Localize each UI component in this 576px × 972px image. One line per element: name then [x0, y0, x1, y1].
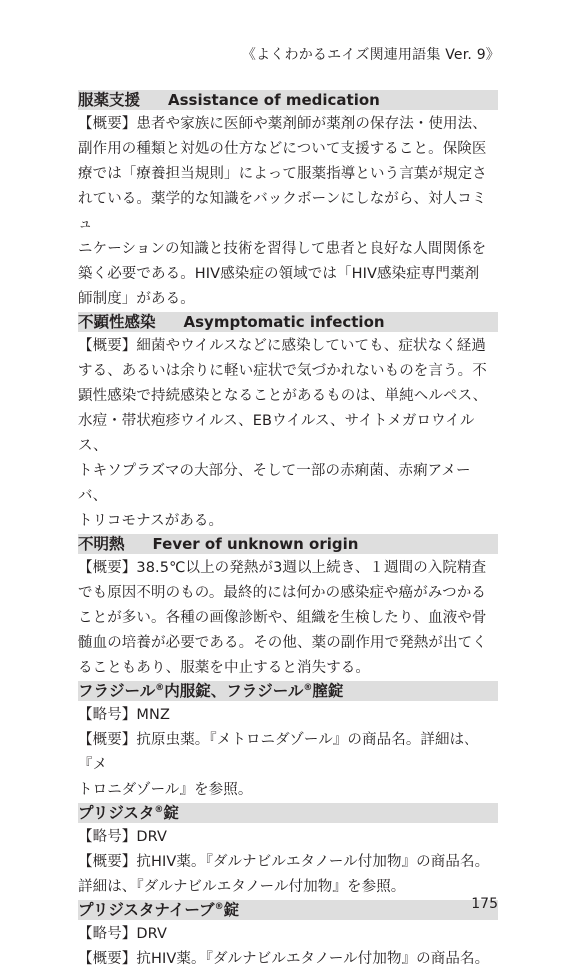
term-heading-bar	[78, 534, 498, 554]
term-name-part: プリジスタナイーブ	[78, 901, 215, 919]
text-line: 【概要】細菌やウイルスなどに感染していても、症状なく経過	[78, 338, 486, 354]
term-heading-bar	[78, 681, 498, 701]
text-line: 顕性感染で持続感染となることがあるものは、単純ヘルペス、	[78, 388, 488, 404]
term-japanese	[78, 901, 239, 919]
term-english: Assistance of medication	[168, 91, 380, 109]
term-description	[78, 556, 498, 681]
term-description	[78, 922, 498, 972]
registered-mark: ®	[155, 683, 165, 693]
text-line: 【略号】MNZ	[78, 707, 170, 723]
text-line: 【概要】38.5℃以上の発熱が3週以上続き、１週間の入院精査	[78, 560, 487, 576]
text-line: 【概要】患者や家族に医師や薬剤師が薬剤の保存法・使用法、	[78, 116, 487, 132]
text-line: ニケーションの知識と技術を習得して患者と良好な人間関係を	[78, 241, 487, 257]
term-japanese: 服薬支援	[78, 91, 141, 109]
term-heading-bar	[78, 90, 498, 110]
term-japanese	[78, 682, 343, 700]
term-name-part: 錠	[163, 804, 179, 822]
text-line: 水痘・帯状疱疹ウイルス、EBウイルス、サイトメガロウイルス、	[78, 413, 475, 454]
text-line: でも原因不明のもの。最終的には何かの感染症や癌がみつかる	[78, 585, 486, 601]
glossary-entry	[78, 90, 498, 312]
registered-mark: ®	[154, 805, 164, 815]
glossary-entry	[78, 803, 498, 900]
text-line: 【概要】抗HIV薬。『ダルナビルエタノール付加物』の商品名。	[78, 951, 490, 967]
text-line: ことが多い。各種の画像診断や、組織を生検したり、血液や骨	[78, 610, 487, 626]
term-description	[78, 112, 498, 312]
term-name-part: 錠	[223, 901, 240, 919]
text-line: 髄血の培養が必要である。その他、薬の副作用で発熱が出てく	[78, 635, 487, 651]
text-line: する、あるいは余りに軽い症状で気づかれないものを言う。不	[78, 363, 487, 379]
term-english: Fever of unknown origin	[152, 535, 359, 553]
text-line: 【概要】抗HIV薬。『ダルナビルエタノール付加物』の商品名。	[78, 854, 490, 870]
term-japanese: 不明熱	[78, 535, 125, 553]
text-line: 師制度」がある。	[78, 291, 195, 307]
glossary-entry	[78, 681, 498, 803]
text-line: トキソプラズマの大部分、そして一部の赤痢菌、赤痢アメーバ、	[78, 463, 471, 504]
term-english: Asymptomatic infection	[183, 313, 385, 331]
text-line: ることもあり、服薬を中止すると消失する。	[78, 660, 370, 676]
glossary-entry	[78, 534, 498, 681]
glossary-content	[78, 90, 498, 972]
registered-mark: ®	[303, 683, 313, 693]
text-line: 【概要】抗原虫薬。『メトロニダゾール』の商品名。詳細は､『メ	[78, 732, 472, 773]
term-name-part: フラジール	[78, 682, 156, 700]
term-heading-bar	[78, 900, 498, 920]
text-line: トロニダゾール』を参照。	[78, 782, 253, 798]
term-japanese	[78, 804, 179, 822]
term-heading-bar	[78, 312, 498, 332]
text-line: 療では「療養担当規則」によって服薬指導という言葉が規定さ	[78, 166, 487, 182]
text-line: 副作用の種類と対処の仕方などについて支援すること。保険医	[78, 141, 487, 157]
registered-mark: ®	[214, 902, 224, 912]
glossary-entry	[78, 900, 498, 972]
term-name-part: プリジスタ	[78, 804, 155, 822]
text-line: 詳細は、『ダルナビルエタノール付加物』を参照。	[78, 879, 406, 895]
term-heading-bar	[78, 803, 498, 823]
text-line: 築く必要である。HIV感染症の領域では「HIV感染症専門薬剤	[78, 266, 480, 282]
text-line: れている。薬学的な知識をバックボーンにしながら、対人コミュ	[78, 191, 487, 232]
text-line: 【略号】DRV	[78, 829, 168, 845]
term-description	[78, 825, 498, 900]
term-name-part: 内服錠、フラジール	[164, 682, 304, 700]
text-line: トリコモナスがある。	[78, 513, 224, 529]
glossary-entry	[78, 312, 498, 534]
running-header: 《よくわかるエイズ関連用語集 Ver. 9》	[241, 47, 500, 63]
term-name-part: 膣錠	[312, 682, 344, 700]
term-description	[78, 334, 498, 534]
page-number: 175	[471, 896, 498, 912]
term-japanese: 不顕性感染	[78, 313, 156, 331]
term-description	[78, 703, 498, 803]
text-line: 【略号】DRV	[78, 926, 168, 942]
